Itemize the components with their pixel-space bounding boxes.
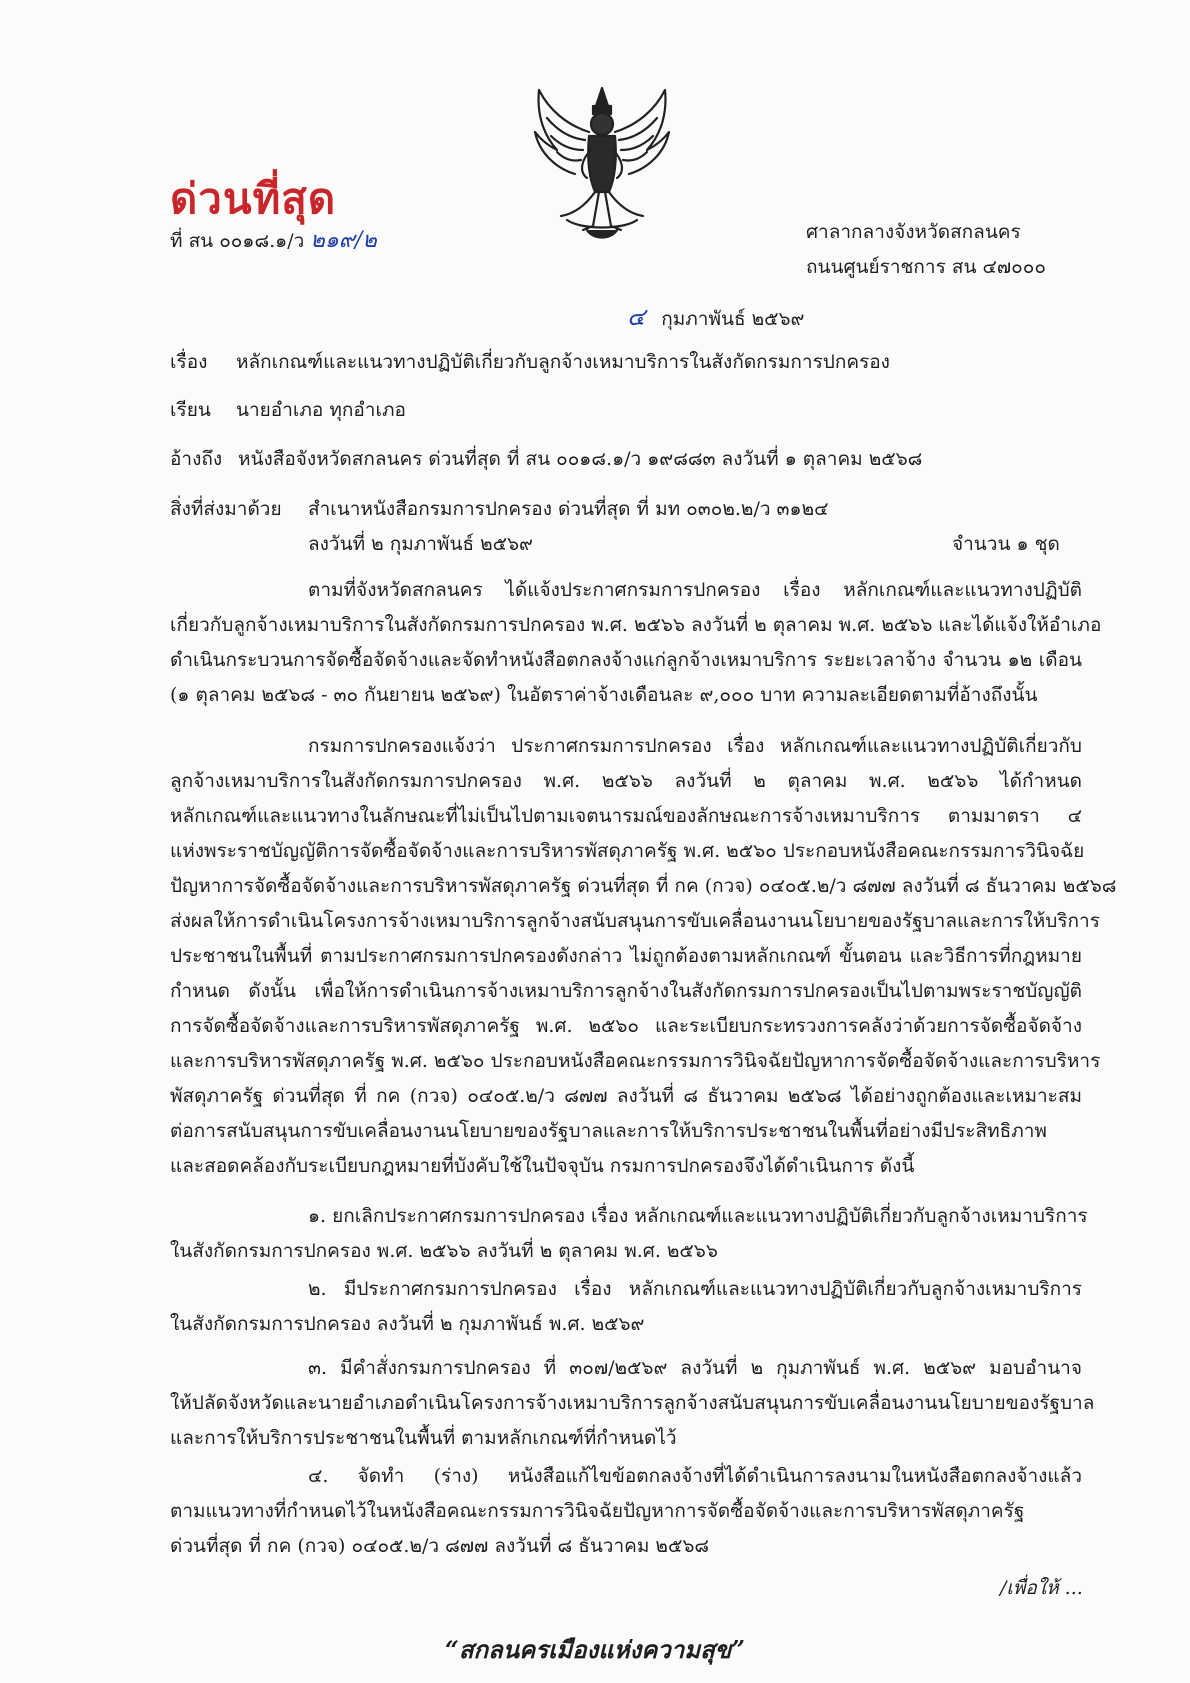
paragraph-line: ส่งผลให้การดำเนินโครงการจ้างเหมาบริการลูกจ้างสนับสนุนการขับเคลื่อนงานนโยบายของรัฐบาลและการให้บริการ (170, 910, 1100, 932)
reference-value: หนังสือจังหวัดสกลนคร ด่วนที่สุด ที่ สน ๐๐๑๘.๑/ว ๑๙๘๘๓ ลงวันที่ ๑ ตุลาคม ๒๕๖๘ (238, 448, 923, 470)
paragraph-line: กำหนด ดังนั้น เพื่อให้การดำเนินการจ้างเหมาบริการลูกจ้างในสังกัดกรมการปกครองเป็นไปตามพระราชบัญญัติ (170, 980, 1082, 1002)
enclosure-line2: ลงวันที่ ๒ กุมภาพันธ์ ๒๕๖๙ (308, 533, 533, 555)
document-date (627, 297, 804, 336)
urgency-stamp: ด่วนที่สุด (170, 174, 337, 223)
paragraph-line: ปัญหาการจัดซื้อจัดจ้างและการบริหารพัสดุภาครัฐ ด่วนที่สุด ที่ กค (กวจ) ๐๔๐๕.๒/ว ๘๗๗ ลงวันที่ ๘ ธันวาคม ๒๕๖๘ (170, 875, 1117, 897)
date-month-year: กุมภาพันธ์ ๒๕๖๙ (661, 308, 805, 330)
paragraph-line: ลูกจ้างเหมาบริการในสังกัดกรมการปกครอง พ.ศ. ๒๕๖๖ ลงวันที่ ๒ ตุลาคม พ.ศ. ๒๕๖๖ ได้กำหนด (170, 770, 1082, 792)
paragraph-line: เกี่ยวกับลูกจ้างเหมาบริการในสังกัดกรมการปกครอง พ.ศ. ๒๕๖๖ ลงวันที่ ๒ ตุลาคม พ.ศ. ๒๕๖๖ และได้แจ้งให้อำเภอ (170, 614, 1102, 636)
list-item-line: ในสังกัดกรมการปกครอง พ.ศ. ๒๕๖๖ ลงวันที่ ๒ ตุลาคม พ.ศ. ๒๕๖๖ (170, 1240, 718, 1262)
document-number (170, 222, 377, 257)
recipient-value: นายอำเภอ ทุกอำเภอ (236, 399, 406, 421)
office-address (806, 215, 1046, 285)
paragraph-line: (๑ ตุลาคม ๒๕๖๘ - ๓๐ กันยายน ๒๕๖๙) ในอัตราค่าจ้างเดือนละ ๙,๐๐๐ บาท ความละเอียดตามที่อ้างถึงนั้น (170, 684, 1038, 706)
document-number-prefix: ที่ สน ๐๐๑๘.๑/ว (170, 230, 305, 252)
provincial-slogan: “สกลนครเมืองแห่งความสุข” (445, 1635, 745, 1664)
list-item-line: ๑. ยกเลิกประกาศกรมการปกครอง เรื่อง หลักเกณฑ์และแนวทางปฏิบัติเกี่ยวกับลูกจ้างเหมาบริการ (308, 1205, 1088, 1227)
document-number-handwritten: ๒๑๙/๒ (310, 228, 377, 253)
list-item-line: ๓. มีคำสั่งกรมการปกครอง ที่ ๓๐๗/๒๕๖๙ ลงวันที่ ๒ กุมภาพันธ์ พ.ศ. ๒๕๖๙ มอบอำนาจ (308, 1357, 1082, 1379)
office-address-line1: ศาลากลางจังหวัดสกลนคร (806, 221, 1021, 243)
list-item-line: ในสังกัดกรมการปกครอง ลงวันที่ ๒ กุมภาพันธ์ พ.ศ. ๒๕๖๙ (170, 1313, 645, 1335)
subject-label: เรื่อง (170, 351, 208, 373)
subject-value: หลักเกณฑ์และแนวทางปฏิบัติเกี่ยวกับลูกจ้างเหมาบริการในสังกัดกรมการปกครอง (236, 351, 890, 373)
enclosure-label: สิ่งที่ส่งมาด้วย (170, 498, 282, 520)
paragraph-line: แห่งพระราชบัญญัติการจัดซื้อจัดจ้างและการบริหารพัสดุภาครัฐ พ.ศ. ๒๕๖๐ ประกอบหนังสือคณะกรรมการวินิจฉัย (170, 840, 1085, 862)
paragraph-line: ตามที่จังหวัดสกลนคร ได้แจ้งประกาศกรมการปกครอง เรื่อง หลักเกณฑ์และแนวทางปฏิบัติ (308, 579, 1082, 601)
list-item-line: ให้ปลัดจังหวัดและนายอำเภอดำเนินโครงการจ้างเหมาบริการลูกจ้างสนับสนุนการขับเคลื่อนงานนโยบายของรัฐบาล (170, 1392, 1095, 1414)
enclosure-line1: สำเนาหนังสือกรมการปกครอง ด่วนที่สุด ที่ มท ๐๓๐๒.๒/ว ๓๑๒๔ (308, 498, 829, 520)
garuda-emblem-icon (527, 80, 677, 248)
paragraph-line: กรมการปกครองแจ้งว่า ประกาศกรมการปกครอง เรื่อง หลักเกณฑ์และแนวทางปฏิบัติเกี่ยวกับ (308, 735, 1082, 757)
paragraph-line: ต่อการสนับสนุนการขับเคลื่อนงานนโยบายของรัฐบาลและการให้บริการประชาชนในพื้นที่อย่างมีประสิทธิภาพ (170, 1120, 1047, 1142)
paragraph-line: ประชาชนในพื้นที่ ตามประกาศกรมการปกครองดังกล่าว ไม่ถูกต้องตามหลักเกณฑ์ ขั้นตอน และวิธีการที่กฎหมาย (170, 945, 1082, 967)
list-item-line: ด่วนที่สุด ที่ กค (กวจ) ๐๔๐๕.๒/ว ๘๗๗ ลงวันที่ ๘ ธันวาคม ๒๕๖๘ (170, 1535, 710, 1557)
office-address-line2: ถนนศูนย์ราชการ สน ๔๗๐๐๐ (806, 256, 1046, 278)
list-item-line: ตามแนวทางที่กำหนดไว้ในหนังสือคณะกรรมการวินิจฉัยปัญหาการจัดซื้อจัดจ้างและการบริหารพัสดุภาครัฐ (170, 1500, 1025, 1522)
paragraph-line: และสอดคล้องกับระเบียบกฎหมายที่บังคับใช้ในปัจจุบัน กรมการปกครองจึงได้ดำเนินการ ดังนี้ (170, 1155, 915, 1177)
date-day-handwritten: ๔ (627, 303, 646, 331)
paragraph-line: ดำเนินกระบวนการจัดซื้อจัดจ้างและจัดทำหนังสือตกลงจ้างแก่ลูกจ้างเหมาบริการ ระยะเวลาจ้าง จำนวน ๑๒ เดือน (170, 649, 1082, 671)
list-item-line: ๔. จัดทำ (ร่าง) หนังสือแก้ไขข้อตกลงจ้างที่ได้ดำเนินการลงนามในหนังสือตกลงจ้างแล้ว (308, 1465, 1082, 1487)
recipient-label: เรียน (170, 399, 211, 421)
list-item-line: ๒. มีประกาศกรมการปกครอง เรื่อง หลักเกณฑ์และแนวทางปฏิบัติเกี่ยวกับลูกจ้างเหมาบริการ (308, 1278, 1082, 1300)
enclosure-count: จำนวน ๑ ชุด (952, 533, 1060, 555)
paragraph-line: หลักเกณฑ์และแนวทางในลักษณะที่ไม่เป็นไปตามเจตนารมณ์ของลักษณะการจ้างเหมาบริการ ตามมาตรา ๔ (170, 805, 1082, 827)
paragraph-line: และการบริหารพัสดุภาครัฐ พ.ศ. ๒๕๖๐ ประกอบหนังสือคณะกรรมการวินิจฉัยปัญหาการจัดซื้อจัดจ้างและการบริหาร (170, 1050, 1101, 1072)
continuation-marker: /เพื่อให้ ... (1000, 1577, 1083, 1599)
reference-label: อ้างถึง (170, 448, 223, 470)
list-item-line: และการให้บริการประชาชนในพื้นที่ ตามหลักเกณฑ์ที่กำหนดไว้ (170, 1427, 677, 1449)
paragraph-line: พัสดุภาครัฐ ด่วนที่สุด ที่ กค (กวจ) ๐๔๐๕.๒/ว ๘๗๗ ลงวันที่ ๘ ธันวาคม ๒๕๖๘ ได้อย่างถูกต้องและเหมาะสม (170, 1085, 1082, 1107)
paragraph-line: การจัดซื้อจัดจ้างและการบริหารพัสดุภาครัฐ พ.ศ. ๒๕๖๐ และระเบียบกระทรวงการคลังว่าด้วยการจัดซื้อจัดจ้าง (170, 1015, 1082, 1037)
